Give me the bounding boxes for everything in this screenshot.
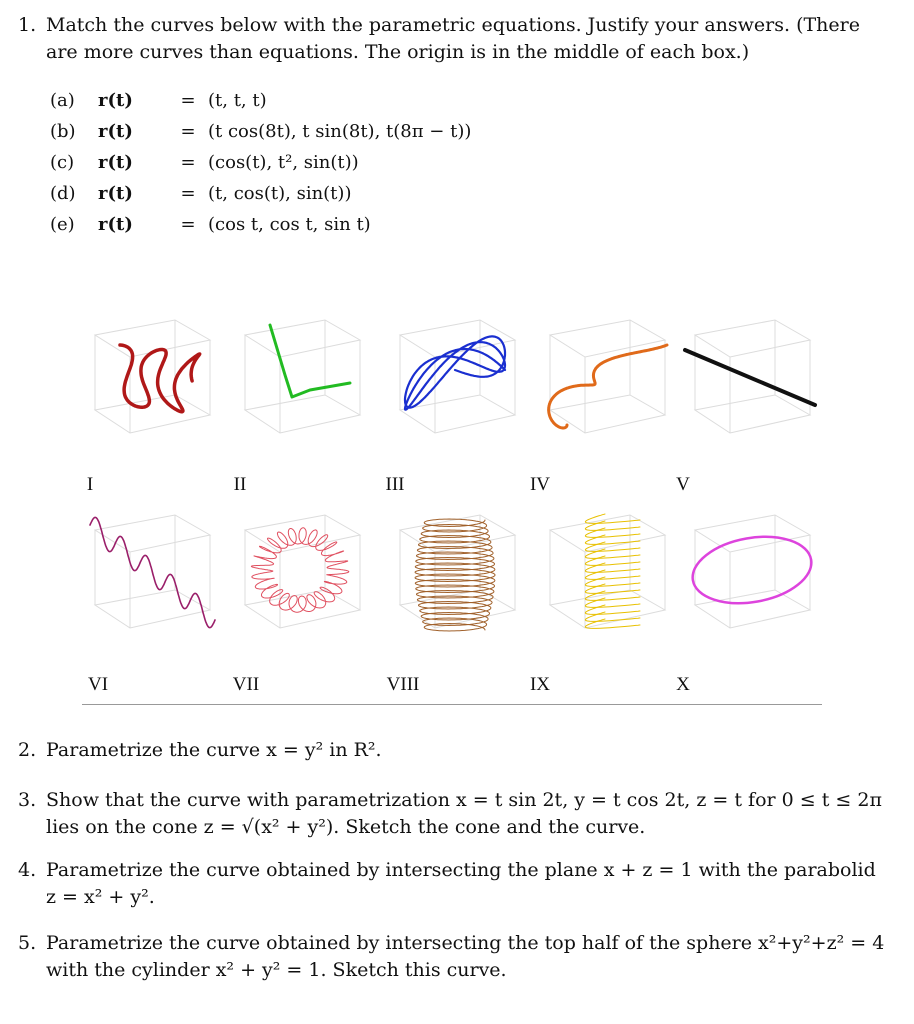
problem-text: Match the curves below with the parametric equations. Justify your answers. (There are more curves than equations. The origin is in the middle of each box.) (46, 14, 860, 63)
equation-row (50, 147, 471, 178)
problem-text-line-2: with the cylinder x² + y² = 1. Sketch this curve. (46, 959, 507, 981)
problem-5 (18, 930, 888, 984)
equation-row (50, 85, 471, 116)
equation-label: (a) (50, 90, 75, 111)
curve-panel-X (680, 500, 820, 650)
curve-panel-II (230, 305, 370, 455)
curve-plot-VII (230, 500, 370, 650)
equals-sign: = (180, 90, 196, 111)
problem-number: 2. (18, 739, 37, 761)
curve-plot-V (680, 305, 820, 455)
problem-number: 4. (18, 859, 37, 881)
equation-lhs: r(t) (98, 90, 133, 111)
equals-sign: = (180, 183, 196, 204)
equals-sign: = (180, 214, 196, 235)
curve-panel-VII (230, 500, 370, 650)
curve-panel-III (385, 305, 525, 455)
curve-plot-VIII (385, 500, 525, 650)
curve-label-VII: VII (232, 674, 260, 695)
equation-row (50, 116, 471, 147)
problem-1 (18, 12, 888, 66)
equation-lhs: r(t) (98, 183, 133, 204)
equation-row (50, 209, 471, 240)
curve-gallery (80, 300, 840, 700)
curve-panel-VIII (385, 500, 525, 650)
equation-label: (c) (50, 152, 75, 173)
problem-number: 5. (18, 932, 37, 954)
curve-label-V: V (676, 474, 690, 495)
equation-lhs: r(t) (98, 214, 133, 235)
equation-rhs: (cos(t), t², sin(t)) (208, 152, 359, 173)
curve-plot-II (230, 305, 370, 455)
problem-text: Parametrize the curve x = y² in R². (46, 739, 382, 761)
curve-plot-VI (80, 500, 220, 650)
equation-lhs: r(t) (98, 152, 133, 173)
curve-plot-III (385, 305, 525, 455)
equation-rhs: (t, t, t) (208, 90, 267, 111)
problem-number: 1. (18, 14, 37, 36)
curve-label-IX: IX (529, 674, 551, 695)
curve-plot-I (80, 305, 220, 455)
problem-2 (18, 737, 888, 764)
curve-label-VI: VI (87, 674, 109, 695)
curve-label-X: X (676, 674, 690, 695)
curve-plot-IX (535, 500, 675, 650)
equation-row (50, 178, 471, 209)
problem-text-line-2: lies on the cone z = √(x² + y²). Sketch the cone and the curve. (46, 816, 646, 838)
equation-label: (e) (50, 214, 75, 235)
curve-label-IV: IV (529, 474, 551, 495)
equation-label: (d) (50, 183, 76, 204)
problem-number: 3. (18, 789, 37, 811)
problem-4 (18, 857, 888, 911)
problem-text-line-1: Parametrize the curve obtained by intersecting the plane x + z = 1 with the parabolid (46, 859, 876, 881)
curve-panel-V (680, 305, 820, 455)
curve-label-II: II (233, 474, 247, 495)
equation-rhs: (t, cos(t), sin(t)) (208, 183, 352, 204)
curve-panel-VI (80, 500, 220, 650)
equation-list (50, 85, 471, 240)
curve-label-I: I (86, 474, 94, 495)
problem-text-line-2: z = x² + y². (46, 886, 155, 908)
section-divider (82, 704, 822, 705)
curve-panel-I (80, 305, 220, 455)
equation-label: (b) (50, 121, 76, 142)
equation-lhs: r(t) (98, 121, 133, 142)
curve-label-III: III (385, 474, 405, 495)
curve-panel-IX (535, 500, 675, 650)
problem-text-line-1: Parametrize the curve obtained by intersecting the top half of the sphere x²+y²+z² = 4 (46, 932, 885, 954)
curve-plot-IV (535, 305, 675, 455)
curve-plot-X (680, 500, 820, 650)
curve-panel-IV (535, 305, 675, 455)
equals-sign: = (180, 121, 196, 142)
curve-label-VIII: VIII (386, 674, 420, 695)
problem-3 (18, 787, 888, 841)
equation-rhs: (t cos(8t), t sin(8t), t(8π − t)) (208, 121, 472, 142)
problem-text-line-1: Show that the curve with parametrization x = t sin 2t, y = t cos 2t, z = t for 0 ≤ t ≤ 2π (46, 789, 882, 811)
equation-rhs: (cos t, cos t, sin t) (208, 214, 371, 235)
equals-sign: = (180, 152, 196, 173)
